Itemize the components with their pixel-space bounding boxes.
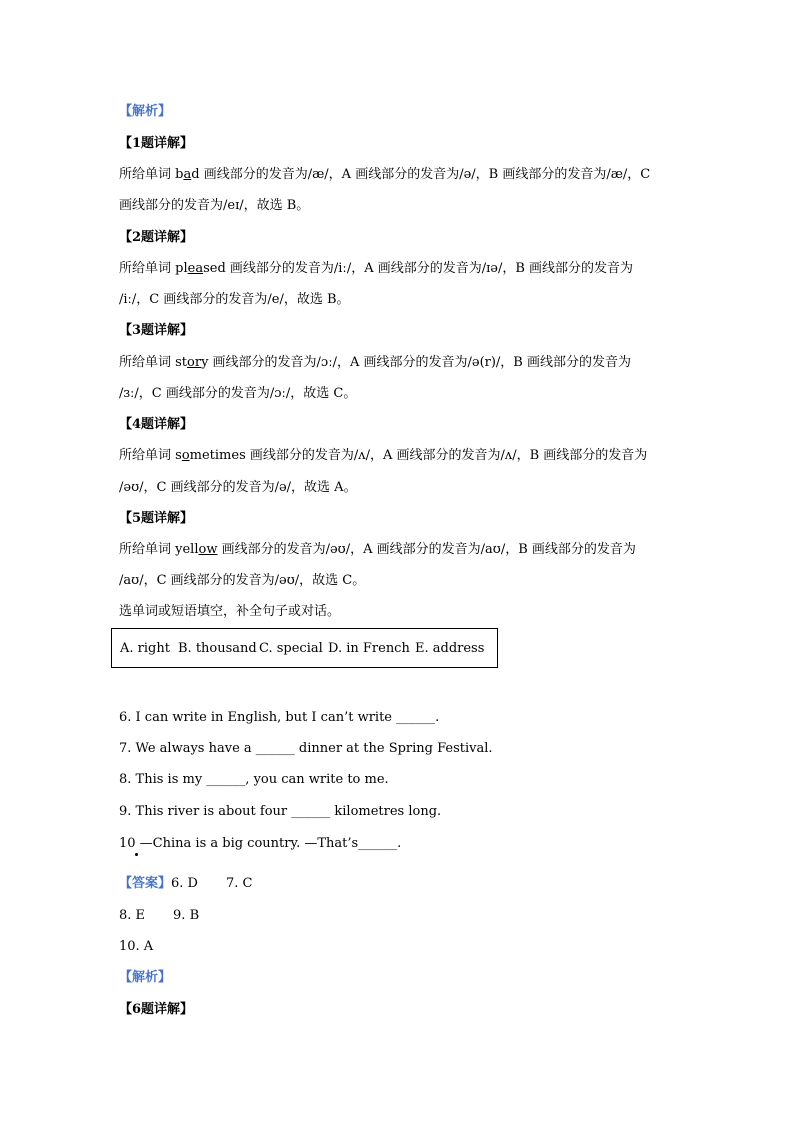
q1-underlined: a bbox=[183, 167, 192, 182]
q3-underlined: or bbox=[187, 355, 202, 370]
option-b: B. thousand bbox=[178, 641, 257, 656]
section-instruction: 选单词或短语填空，补全句子或对话。 bbox=[119, 604, 341, 619]
q2-line1: 所给单词 pleased 画线部分的发音为/iː/，A 画线部分的发音为/ɪə/，B 画线部分的发音为 bbox=[119, 261, 634, 276]
q5-line1: 所给单词 yellow 画线部分的发音为/əʊ/，A 画线部分的发音为/aʊ/，B 画线部分的发音为 bbox=[119, 542, 636, 557]
answer-7: 7. C bbox=[225, 876, 253, 891]
q1-line2: 画线部分的发音为/eɪ/，故选 B。 bbox=[119, 198, 310, 213]
word-options-box bbox=[111, 628, 498, 668]
q4-title: 【4题详解】 bbox=[119, 417, 194, 432]
sentence-7: 7. We always have a ______ dinner at the Spring Festival. bbox=[119, 741, 493, 756]
q4-line1: 所给单词 sometimes 画线部分的发音为/ʌ/，A 画线部分的发音为/ʌ/，B 画线部分的发音为 bbox=[119, 448, 648, 463]
sentence-6: 6. I can write in English, but I can’t write ______. bbox=[119, 710, 440, 725]
answer-9: 9. B bbox=[173, 908, 200, 923]
sentence-10: 10 —China is a big country. —That’s______. bbox=[119, 836, 402, 851]
answer-line-1 bbox=[119, 875, 252, 893]
q4-line2: /əʊ/，C 画线部分的发音为/ə/，故选 A。 bbox=[119, 480, 357, 495]
q5-line2: /aʊ/，C 画线部分的发音为/əʊ/，故选 C。 bbox=[119, 573, 366, 588]
answer-6: 6. D bbox=[171, 876, 198, 891]
q3-title: 【3题详解】 bbox=[119, 323, 194, 338]
answer-label: 【答案】 bbox=[119, 876, 172, 891]
q2-underlined: ea bbox=[187, 261, 204, 276]
q5-underlined: ow bbox=[198, 542, 218, 557]
analysis-label-2: 【解析】 bbox=[119, 970, 172, 985]
q1-line1: 所给单词 bad 画线部分的发音为/æ/，A 画线部分的发音为/ə/，B 画线部分的发音为/æ/，C bbox=[119, 167, 651, 182]
option-d: D. in French bbox=[328, 641, 410, 656]
option-c: C. special bbox=[259, 641, 323, 656]
option-a: A. right bbox=[120, 641, 170, 656]
q2-line2: /iː/，C 画线部分的发音为/e/，故选 B。 bbox=[119, 292, 350, 307]
q3-line2: /ɜː/，C 画线部分的发音为/ɔː/，故选 C。 bbox=[119, 386, 357, 401]
answer-line-2 bbox=[119, 907, 199, 925]
q1-title: 【1题详解】 bbox=[119, 136, 194, 151]
q6-title: 【6题详解】 bbox=[119, 1002, 194, 1017]
answer-8: 8. E bbox=[119, 908, 146, 923]
analysis-label: 【解析】 bbox=[119, 104, 172, 119]
sentence-10-dot bbox=[135, 853, 138, 856]
q2-title: 【2题详解】 bbox=[119, 230, 194, 245]
option-e: E. address bbox=[415, 641, 485, 656]
answer-10: 10. A bbox=[119, 939, 154, 954]
q3-line1: 所给单词 story 画线部分的发音为/ɔː/，A 画线部分的发音为/ə(r)/，B 画线部分的发音为 bbox=[119, 355, 631, 370]
q4-underlined: o bbox=[181, 448, 190, 463]
sentence-8: 8. This is my ______, you can write to me. bbox=[119, 772, 389, 787]
q5-title: 【5题详解】 bbox=[119, 511, 194, 526]
sentence-9: 9. This river is about four ______ kilometres long. bbox=[119, 804, 442, 819]
